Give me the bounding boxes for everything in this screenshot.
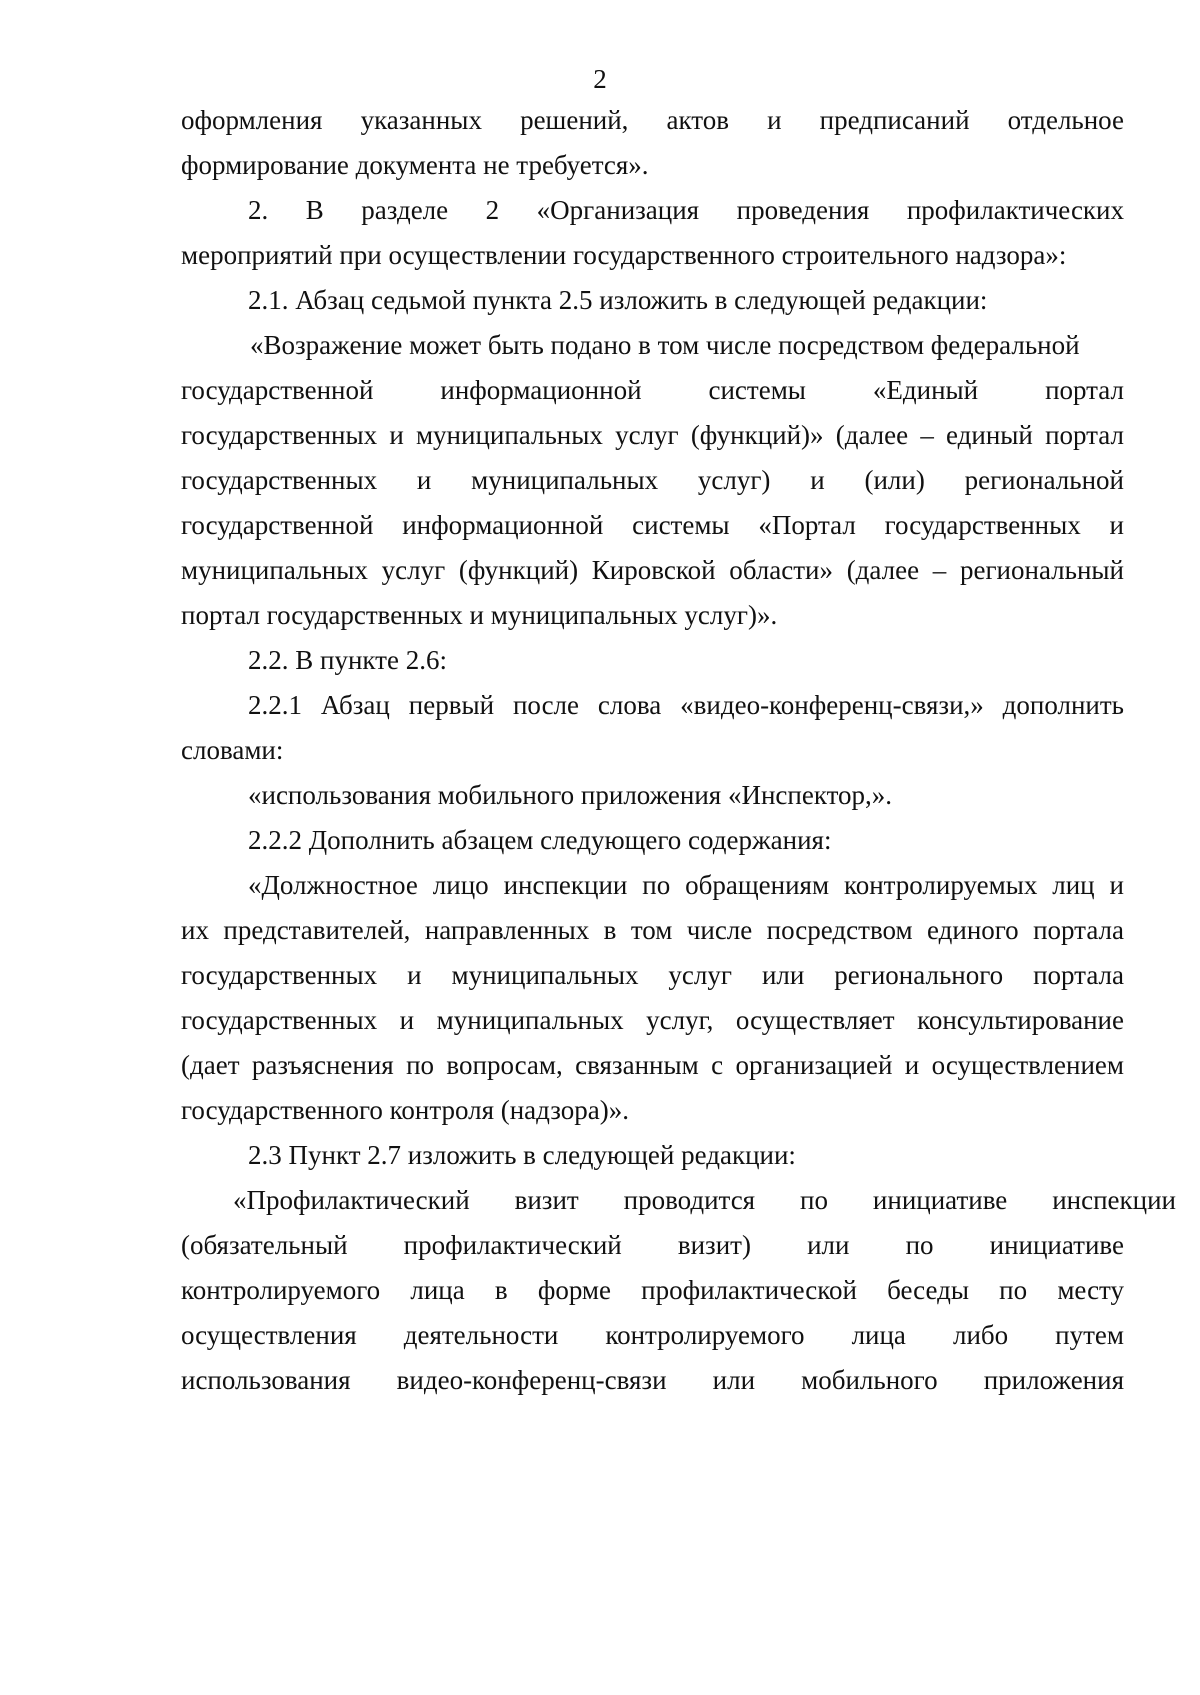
text-line: 2.3 Пункт 2.7 изложить в следующей редакции: [248, 1140, 796, 1170]
text-line: государственных и муниципальных услуг, осуществляет консультирование [181, 1005, 1124, 1035]
text-line: (обязательный профилактический визит) или по инициативе [181, 1230, 1124, 1260]
text-line: 2.2.1 Абзац первый после слова «видео-конференц-связи,» дополнить [248, 690, 1124, 720]
text-line: государственной информационной системы «Единый портал [181, 375, 1124, 405]
text-line: их представителей, направленных в том числе посредством единого портала [181, 915, 1124, 945]
text-line: контролируемого лица в форме профилактической беседы по месту [181, 1275, 1124, 1305]
page-number: 2 [593, 64, 607, 94]
text-line: 2.1. Абзац седьмой пункта 2.5 изложить в следующей редакции: [248, 285, 988, 315]
text-line: использования видео-конференц-связи или мобильного приложения [181, 1365, 1124, 1395]
text-line: 2. В разделе 2 «Организация проведения профилактических [248, 195, 1124, 225]
text-line: оформления указанных решений, актов и предписаний отдельное [181, 105, 1124, 135]
text-line: мероприятий при осуществлении государственного строительного надзора»: [181, 240, 1067, 270]
text-line: «Профилактический визит проводится по инициативе инспекции [233, 1185, 1176, 1215]
text-line: портал государственных и муниципальных услуг)». [181, 600, 778, 630]
text-line: 2.2. В пункте 2.6: [248, 645, 447, 675]
text-line: муниципальных услуг (функций) Кировской области» (далее – региональный [181, 555, 1124, 585]
text-line: государственных и муниципальных услуг или регионального портала [181, 960, 1124, 990]
text-line: (дает разъяснения по вопросам, связанным с организацией и осуществлением [181, 1050, 1124, 1080]
text-line: «Возражение может быть подано в том числе посредством федеральной [250, 330, 1080, 360]
text-line: осуществления деятельности контролируемого лица либо путем [181, 1320, 1124, 1350]
text-line: 2.2.2 Дополнить абзацем следующего содержания: [248, 825, 832, 855]
text-line: «использования мобильного приложения «Инспектор,». [248, 780, 893, 810]
text-line: «Должностное лицо инспекции по обращениям контролируемых лиц и [248, 870, 1124, 900]
text-line: государственного контроля (надзора)». [181, 1095, 629, 1125]
text-line: словами: [181, 735, 284, 765]
text-line: государственных и муниципальных услуг (функций)» (далее – единый портал [181, 420, 1124, 450]
text-line: государственных и муниципальных услуг) и (или) региональной [181, 465, 1124, 495]
text-line: государственной информационной системы «Портал государственных и [181, 510, 1124, 540]
text-line: формирование документа не требуется». [181, 150, 649, 180]
